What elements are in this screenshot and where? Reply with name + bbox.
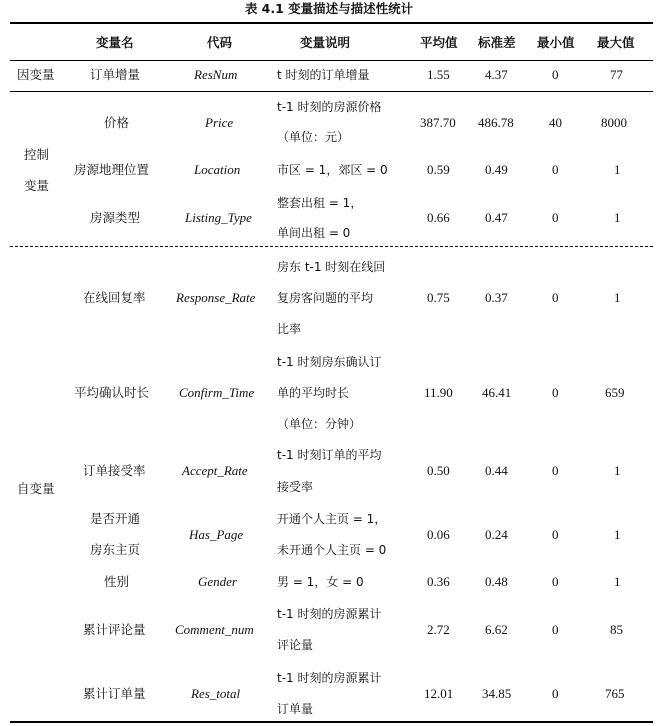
variable-code: Response_Rate bbox=[176, 290, 256, 305]
min-value: 0 bbox=[552, 463, 559, 478]
variable-name: 在线回复率 bbox=[83, 290, 146, 305]
max-value: 1 bbox=[614, 290, 621, 305]
variable-name: 性别 bbox=[104, 574, 130, 589]
variable-name: 累计评论量 bbox=[83, 622, 146, 637]
mean-value: 11.90 bbox=[424, 385, 453, 400]
max-value: 765 bbox=[605, 686, 625, 701]
variable-code: Location bbox=[194, 162, 241, 177]
std-value: 4.37 bbox=[485, 67, 508, 82]
variable-name: 房东主页 bbox=[90, 542, 141, 557]
std-value: 0.24 bbox=[485, 527, 508, 542]
mean-value: 0.50 bbox=[427, 463, 450, 478]
variable-description: t-1 时刻订单的平均 bbox=[277, 448, 382, 462]
variable-description: （单位：元） bbox=[277, 130, 350, 144]
max-value: 1 bbox=[614, 574, 621, 589]
variable-name: 价格 bbox=[104, 115, 130, 130]
mean-value: 387.70 bbox=[420, 115, 456, 130]
variable-description: 接受率 bbox=[277, 480, 314, 494]
variable-description: 单间出租 = 0 bbox=[277, 226, 351, 240]
variable-description: 市区 = 1，郊区 = 0 bbox=[277, 163, 388, 177]
std-value: 46.41 bbox=[482, 385, 512, 400]
header-code: 代码 bbox=[207, 35, 233, 50]
std-value: 6.62 bbox=[485, 622, 508, 637]
variable-name: 是否开通 bbox=[90, 511, 141, 526]
variable-description: t-1 时刻的房源累计 bbox=[277, 671, 382, 685]
min-value: 0 bbox=[552, 686, 559, 701]
group-divider bbox=[10, 91, 653, 92]
variable-code: ResNum bbox=[194, 67, 238, 82]
variable-code: Confirm_Time bbox=[179, 385, 255, 400]
variable-description: 未开通个人主页 = 0 bbox=[277, 543, 387, 557]
variable-description: t-1 时刻的房源累计 bbox=[277, 607, 382, 621]
variable-description: 单的平均时长 bbox=[277, 386, 350, 400]
max-value: 659 bbox=[605, 385, 625, 400]
variable-description: 房东 t-1 时刻在线回 bbox=[277, 260, 386, 274]
variable-code: Has_Page bbox=[189, 527, 244, 542]
variable-description: 订单量 bbox=[277, 702, 314, 716]
min-value: 0 bbox=[552, 574, 559, 589]
std-value: 0.49 bbox=[485, 162, 508, 177]
mean-value: 0.75 bbox=[427, 290, 450, 305]
variable-code: Listing_Type bbox=[185, 210, 252, 225]
header-mean: 平均值 bbox=[420, 35, 458, 50]
header-name: 变量名 bbox=[96, 35, 134, 50]
min-value: 0 bbox=[552, 527, 559, 542]
group-label-control: 控制 bbox=[24, 147, 50, 162]
mean-value: 2.72 bbox=[427, 622, 450, 637]
max-value: 1 bbox=[614, 463, 621, 478]
max-value: 77 bbox=[610, 67, 623, 82]
group-label-control: 变量 bbox=[24, 178, 50, 193]
std-value: 0.48 bbox=[485, 574, 508, 589]
mean-value: 0.06 bbox=[427, 527, 450, 542]
variable-description: t-1 时刻的房源价格 bbox=[277, 100, 382, 114]
variable-code: Comment_num bbox=[175, 622, 254, 637]
header-min: 最小值 bbox=[537, 35, 575, 50]
std-value: 34.85 bbox=[482, 686, 512, 701]
variable-description: 评论量 bbox=[277, 638, 314, 652]
variable-description: t 时刻的订单增量 bbox=[277, 68, 370, 82]
min-value: 0 bbox=[552, 210, 559, 225]
variable-description: 开通个人主页 = 1， bbox=[277, 512, 387, 526]
variable-code: Accept_Rate bbox=[182, 463, 248, 478]
variable-description: 男 = 1，女 = 0 bbox=[277, 575, 364, 589]
variable-description: 复房客问题的平均 bbox=[277, 291, 374, 305]
min-value: 0 bbox=[552, 385, 559, 400]
variable-description: 比率 bbox=[277, 322, 302, 336]
variable-name: 累计订单量 bbox=[83, 686, 146, 701]
mean-value: 0.66 bbox=[427, 210, 450, 225]
group-label-independent: 自变量 bbox=[17, 481, 55, 496]
variable-name: 房源类型 bbox=[90, 210, 141, 225]
variable-name: 房源地理位置 bbox=[74, 162, 150, 177]
variable-description: t-1 时刻房东确认订 bbox=[277, 355, 382, 369]
variable-name: 订单接受率 bbox=[83, 463, 146, 478]
variable-name: 平均确认时长 bbox=[74, 385, 150, 400]
min-value: 0 bbox=[552, 67, 559, 82]
max-value: 85 bbox=[610, 622, 623, 637]
std-value: 0.44 bbox=[485, 463, 508, 478]
mean-value: 0.36 bbox=[427, 574, 450, 589]
min-value: 0 bbox=[552, 622, 559, 637]
header-rule bbox=[10, 60, 653, 61]
max-value: 8000 bbox=[601, 115, 627, 130]
variable-name: 订单增量 bbox=[90, 67, 141, 82]
max-value: 1 bbox=[614, 527, 621, 542]
header-max: 最大值 bbox=[597, 35, 635, 50]
std-value: 0.37 bbox=[485, 290, 508, 305]
header-std: 标准差 bbox=[478, 35, 516, 50]
min-value: 0 bbox=[552, 290, 559, 305]
max-value: 1 bbox=[614, 210, 621, 225]
min-value: 0 bbox=[552, 162, 559, 177]
group-divider bbox=[10, 246, 653, 247]
mean-value: 1.55 bbox=[427, 67, 450, 82]
top-rule bbox=[10, 22, 653, 24]
variable-code: Res_total bbox=[191, 686, 241, 701]
variable-description: （单位：分钟） bbox=[277, 417, 362, 431]
group-label-dependent: 因变量 bbox=[17, 67, 55, 82]
max-value: 1 bbox=[614, 162, 621, 177]
variable-code: Gender bbox=[198, 574, 237, 589]
variable-code: Price bbox=[205, 115, 234, 130]
header-desc: 变量说明 bbox=[300, 35, 351, 50]
std-value: 0.47 bbox=[485, 210, 508, 225]
bottom-rule bbox=[10, 721, 653, 723]
mean-value: 0.59 bbox=[427, 162, 450, 177]
std-value: 486.78 bbox=[478, 115, 514, 130]
mean-value: 12.01 bbox=[424, 686, 454, 701]
min-value: 40 bbox=[549, 115, 562, 130]
variable-description: 整套出租 = 1， bbox=[277, 196, 363, 210]
table-caption: 表 4.1 变量描述与描述性统计 bbox=[244, 1, 414, 16]
